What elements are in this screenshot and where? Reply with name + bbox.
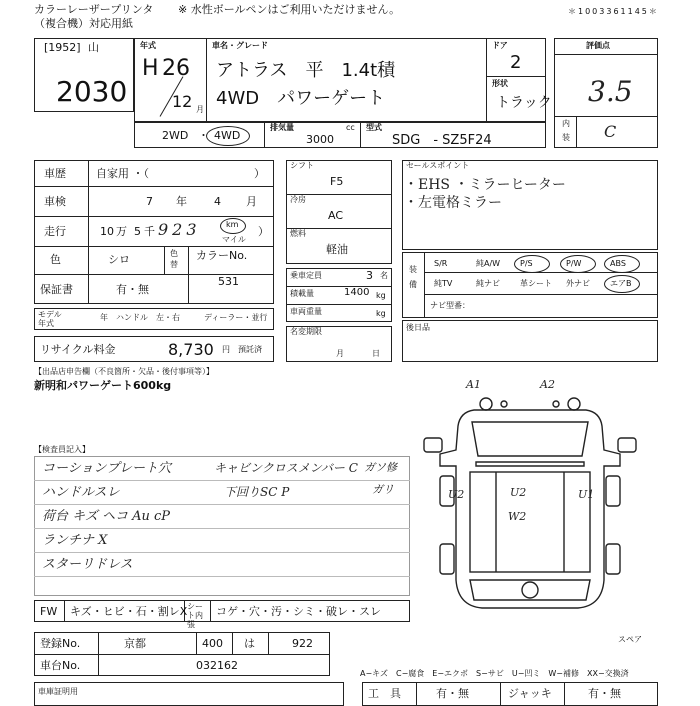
interior-label1: 内 (562, 119, 570, 128)
mark-u2-left: U2 (448, 488, 465, 501)
interior-label2: 装 (562, 133, 570, 142)
inspector-note-4: ランチナ X (42, 533, 108, 548)
recycle-unit: 円 預託済 (222, 345, 262, 354)
shape-label: 形状 (492, 79, 508, 88)
year-month: 12 (172, 92, 193, 111)
score-label: 評価点 (586, 41, 610, 50)
history-close: ） (254, 167, 265, 180)
mark-a2: A2 (540, 380, 555, 391)
serial-number: ＊1003361145＊ (568, 7, 659, 16)
color-value: シロ (108, 253, 130, 266)
cert-box (34, 682, 344, 706)
mileage-mile: マイル (222, 235, 246, 244)
capacity-label: 乗車定員 (290, 271, 322, 280)
equipment-label: 装備 (409, 265, 417, 289)
equipment-item-8: 革シート (520, 279, 552, 288)
lot-number: 2030 (56, 75, 128, 108)
inspection-year-unit: 年 (176, 195, 187, 208)
inspector-note-3: 荷台 キズ ヘコ Au cP (42, 509, 171, 524)
model-year-handle: ハンドル 左・右 (116, 313, 180, 322)
load-unit: kg (376, 291, 386, 300)
chassis-value: 032162 (196, 659, 238, 672)
equipment-item-9: 外ナビ (566, 279, 590, 288)
cert-label: 車庫証明用 (38, 687, 78, 696)
capacity-unit: 名 (380, 271, 388, 280)
year-month-suffix: 月 (196, 105, 204, 114)
header-notice: ※ 水性ボールペンはご利用いただけません。 (178, 3, 401, 16)
registration-class: 400 (202, 637, 223, 650)
history-value: 自家用 ・（ (96, 167, 149, 180)
selling-points-label: セールスポイント (406, 161, 470, 170)
spare-label: スペア (618, 635, 642, 644)
inspector-note-1: コーションプレート穴 (42, 461, 171, 476)
model-code-label: 型式 (366, 123, 382, 132)
recycle-value: 8,730 (168, 340, 214, 359)
model-label: 車名・グレード (212, 41, 268, 50)
model-year-label: モデル年式 (38, 310, 62, 328)
color-label: 色 (50, 253, 61, 266)
equipment-item-3: P/S (520, 259, 533, 268)
drive-opt2: 4WD (214, 129, 241, 142)
mark-w2: W2 (508, 510, 527, 523)
mileage-sen-unit: 千 (144, 225, 155, 238)
color-change: 色替 (170, 249, 178, 269)
equipment-item-2: 純A/W (476, 259, 501, 268)
equipment-item-7: 純ナビ (476, 279, 500, 288)
inspector-note-5: スターリドレス (42, 557, 133, 572)
inspector-note-right-1: キャビンクロスメンバー C (214, 461, 358, 475)
reg-date-month: 月 (336, 349, 344, 358)
warranty-label: 保証書 (40, 283, 73, 296)
rear-seat-label: 後日品 (406, 323, 430, 332)
registration-pref: 京都 (124, 637, 146, 650)
inspector-note-right-2: 下回りSC P (224, 485, 290, 499)
capacity-value: 3 (366, 269, 373, 282)
shape-value: トラック (496, 95, 552, 111)
doors-value: 2 (510, 52, 522, 73)
legend: A−キズ C−腐食 E−エクボ S−サビ U−凹ミ W−補修 XX−交換済 (360, 669, 629, 678)
ac-value: AC (328, 209, 344, 222)
ac-label: 冷房 (290, 195, 306, 204)
equipment-navi-label: ナビ型番： (430, 301, 470, 310)
fuel-value: 軽油 (326, 243, 348, 256)
color-code: 531 (218, 275, 239, 288)
inspection-month-unit: 月 (246, 195, 257, 208)
year-label: 年式 (140, 41, 156, 50)
car-diagram (410, 380, 650, 620)
equipment-circle-4 (560, 255, 596, 273)
warranty-value: 有・無 (116, 283, 149, 296)
mark-u2-center: U2 (510, 486, 527, 499)
displacement-unit: cc (346, 123, 355, 132)
year-era: H (142, 56, 159, 81)
inspection-month: 4 (214, 195, 221, 208)
fw-seat-text: コゲ・穴・汚・シミ・破レ・スレ (216, 605, 381, 618)
selling-points-line2: ・左電格ミラー (404, 195, 502, 211)
inspector-box (34, 456, 410, 596)
recycle-label: リサイクル料金 (40, 343, 116, 356)
fw-label: FW (40, 605, 58, 618)
inspector-note-right-4: ガリ (372, 483, 394, 496)
interior-value: C (604, 122, 617, 141)
selling-points-line1: ・EHS ・ミラーヒーター (404, 177, 566, 193)
weight-unit: kg (376, 309, 386, 318)
load-value: 1400 (344, 287, 370, 298)
load-label: 積載量 (290, 289, 314, 298)
model-year-year: 年 (100, 313, 108, 322)
tools-value: 有・無 (436, 687, 469, 700)
shift-label: シフト (290, 161, 314, 170)
equipment-item-10: エアB (610, 279, 632, 288)
equipment-circle-3 (514, 255, 550, 273)
tools-label: 工 具 (368, 687, 401, 700)
mark-u1: U1 (578, 488, 595, 501)
displacement-label: 排気量 (270, 123, 294, 132)
lot-tag-suffix: 山 (88, 41, 99, 54)
mileage-km: km (226, 220, 239, 229)
shift-value: F5 (330, 175, 344, 188)
equipment-circle-5 (604, 255, 640, 273)
inspection-label: 車検 (44, 195, 66, 208)
equipment-item-4: P/W (566, 259, 582, 268)
score-value: 3.5 (588, 75, 633, 108)
model-code-value: SDG - SZ5F24 (392, 133, 492, 148)
equipment-item-5: ABS (610, 259, 626, 268)
inspector-note-2: ハンドルスレ (42, 485, 120, 500)
mileage-hand: 923 (158, 220, 201, 239)
fuel-label: 燃料 (290, 229, 306, 238)
rear-seat-box (402, 320, 658, 362)
declaration-label: 【出品店申告欄（不良箇所・欠品・後付事項等）】 (34, 367, 214, 376)
registration-kana: は (244, 637, 255, 650)
fw-text: キズ・ヒビ・石・割レX (70, 605, 188, 618)
model-name: アトラス 平 1.4t積 (216, 60, 396, 81)
model-grade: 4WD パワーゲート (216, 88, 386, 109)
mileage-sen: 5 (134, 225, 141, 238)
equipment-circle-10 (604, 275, 640, 293)
header-line2: （複合機）対応用紙 (34, 17, 133, 30)
fw-seat-label: シート内張 (187, 602, 203, 629)
jack-label: ジャッキ (508, 687, 552, 700)
mileage-man: 10 (100, 225, 114, 238)
chassis-label: 車台No. (40, 659, 81, 672)
jack-value: 有・無 (588, 687, 621, 700)
reg-date-label: 名変期限 (290, 327, 322, 336)
year-value: 26 (162, 56, 190, 81)
mileage-man-unit: 万 (116, 225, 127, 238)
declaration-text: 新明和パワーゲート600kg (34, 379, 172, 392)
displacement-value: 3000 (306, 133, 334, 146)
doors-label: ドア (492, 41, 508, 50)
weight-label: 車両重量 (290, 307, 322, 316)
mileage-label: 走行 (44, 225, 66, 238)
inspector-note-right-3: ガソ修 (364, 461, 397, 474)
inspection-year: 7 (146, 195, 153, 208)
history-label: 車歴 (44, 167, 66, 180)
model-year-dealer: ディーラー・並行 (204, 313, 268, 322)
registration-num: 922 (292, 637, 313, 650)
color-code-label: カラーNo. (196, 249, 248, 262)
equipment-item-6: 純TV (434, 279, 453, 288)
registration-label: 登録No. (40, 637, 81, 650)
mileage-close: ） (258, 225, 269, 238)
equipment-item-1: S/R (434, 259, 448, 268)
header-line1: カラーレーザープリンタ (34, 3, 154, 16)
reg-date-day: 日 (372, 349, 380, 358)
mark-a1: A1 (466, 380, 481, 391)
lot-tag: [1952] (44, 41, 81, 54)
drive-opt1: 2WD (162, 129, 189, 142)
inspector-label: 【検査員記入】 (34, 445, 90, 454)
